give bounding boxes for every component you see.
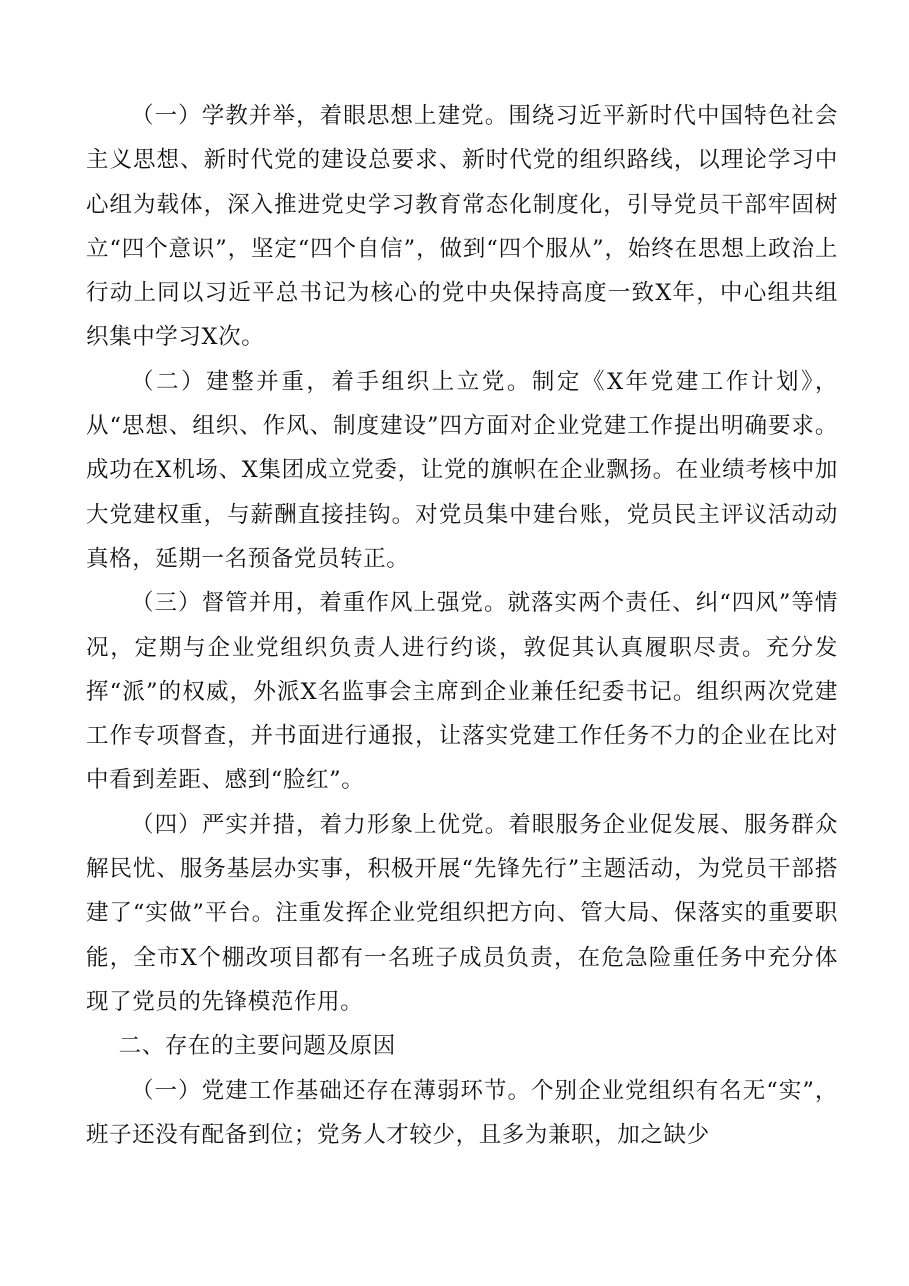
section-heading-problems: 二、存在的主要问题及原因 — [118, 1033, 396, 1060]
paragraph-supervision: （三）督管并用，着重作风上强党。就落实两个责任、纠“四风”等情况，定期与企业党组织负责人进行约谈，敦促其认真履职尽责。充分发挥“派”的权威，外派X名监事会主席到企业兼任纪委书记。组织两次党建工作专项督查，并书面进行通报，让落实党建工作任务不力的企业在比对中看到差距、感到“脸红”。 — [86, 590, 838, 794]
document-body — [86, 94, 838, 1157]
paragraph-study-education: （一）学教并举，着眼思想上建党。围绕习近平新时代中国特色社会主义思想、新时代党的建设总要求、新时代党的组织路线，以理论学习中心组为载体，深入推进党史学习教育常态化制度化，引导党员干部牢固树立“四个意识”，坚定“四个自信”，做到“四个服从”，始终在思想上政治上行动上同以习近平总书记为核心的党中央保持高度一致X年，中心组共组织集中学习X次。 — [86, 103, 838, 351]
paragraph-image-building: （四）严实并措，着力形象上优党。着眼服务企业促发展、服务群众解民忧、服务基层办实事，积极开展“先锋先行”主题活动，为党员干部搭建了“实做”平台。注重发挥企业党组织把方向、管大局、保落实的重要职能，全市X个棚改项目都有一名班子成员负责，在危急险重任务中充分体现了党员的先锋模范作用。 — [86, 811, 838, 1015]
paragraph-organization-building: （二）建整并重，着手组织上立党。制定《X年党建工作计划》，从“思想、组织、作风、制度建设”四方面对企业党建工作提出明确要求。成功在X机场、X集团成立党委，让党的旗帜在企业飘扬。在业绩考核中加大党建权重，与薪酬直接挂钩。对党员集中建台账，党员民主评议活动动真格，延期一名预备党员转正。 — [86, 368, 838, 572]
paragraph-weak-foundation: （一）党建工作基础还存在薄弱环节。个别企业党组织有名无“实”，班子还没有配备到位；党务人才较少，且多为兼职，加之缺少 — [86, 1077, 838, 1148]
